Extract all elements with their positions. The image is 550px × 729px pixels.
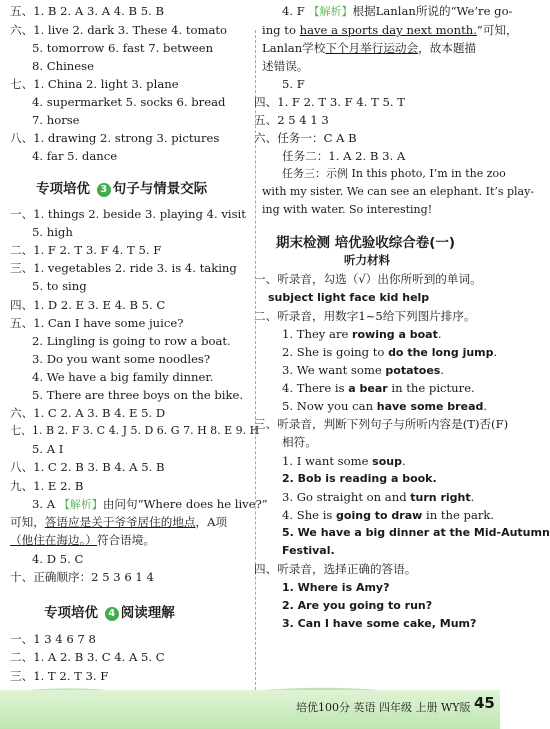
word-list: subject light face kid help xyxy=(268,291,430,304)
script-line: 4. She is going to draw in the park. xyxy=(282,508,495,522)
answer-line: 5. to sing xyxy=(32,279,87,293)
script-line: 1. They are rowing a boat. xyxy=(282,327,442,341)
answer-line: 五、2 5 4 1 3 xyxy=(254,113,329,127)
answer-line: 4. We have a big family dinner. xyxy=(32,370,214,384)
script-line: 2. She is going to do the long jump. xyxy=(282,345,498,359)
answer-line: 八、1. drawing 2. strong 3. pictures xyxy=(10,131,220,145)
explanation-line: 3. A 【解析】由问句“Where does he live?” xyxy=(32,497,268,511)
explanation-line: （他住在海边。）符合语境。 xyxy=(10,533,155,547)
answer-line: with my sister. We can see an elephant. It’s play- xyxy=(262,185,535,198)
script-line: 2. Bob is reading a book. xyxy=(282,472,437,485)
script-line: 1. I want some soup. xyxy=(282,454,406,468)
explanation-line: 述错误。 xyxy=(262,59,309,73)
answer-line: 4. supermarket 5. socks 6. bread xyxy=(32,95,226,109)
page-number: 45 xyxy=(474,694,495,712)
answer-line: 九、1. E 2. B xyxy=(10,479,84,493)
explanation-line: Lanlan学校下个月举行运动会，故本题描 xyxy=(262,41,477,55)
explanation-line: 可知，答语应是关于爷爷居住的地点，A项 xyxy=(10,515,228,529)
exam-title: 期末检测 培优验收综合卷(一) xyxy=(276,235,456,251)
section-number-badge: 4 xyxy=(105,607,119,621)
answer-line: 8. Chinese xyxy=(32,59,94,73)
explanation-line: 4. F 【解析】根据Lanlan所说的“We’re go- xyxy=(282,4,513,18)
script-line: 3. Can I have some cake, Mum? xyxy=(282,617,477,630)
answer-line: 3. Do you want some noodles? xyxy=(32,352,211,366)
answer-line: ing with water. So interesting! xyxy=(262,203,433,216)
answer-line: 五、1. Can I have some juice? xyxy=(10,316,184,330)
answer-line: 六、1. live 2. dark 3. These 4. tomato xyxy=(10,23,228,37)
script-line: Festival. xyxy=(282,544,335,557)
answer-line: 六、任务一：C A B xyxy=(254,131,357,145)
question-line: 三、听录音，判断下列句子与所听内容是(T)否(F) xyxy=(254,417,509,431)
answer-line: 二、1. F 2. T 3. F 4. T 5. F xyxy=(10,243,162,257)
answer-line: 十、正确顺序：2 5 3 6 1 4 xyxy=(10,570,154,584)
script-line: 4. There is a bear in the picture. xyxy=(282,381,475,395)
question-line: 二、听录音，用数字1~5给下列图片排序。 xyxy=(254,309,476,323)
section-title: 专项培优 3 句子与情景交际 xyxy=(36,181,208,197)
question-line: 相符。 xyxy=(282,435,317,449)
answer-line: 六、1. C 2. A 3. B 4. E 5. D xyxy=(10,406,166,420)
section-number-badge: 3 xyxy=(97,183,111,197)
answer-line: 二、1. A 2. B 3. C 4. A 5. C xyxy=(10,650,165,664)
script-line: 3. Go straight on and turn right. xyxy=(282,490,475,504)
answer-line: 八、1. C 2. B 3. B 4. A 5. B xyxy=(10,460,165,474)
script-line: 5. Now you can have some bread. xyxy=(282,399,488,413)
answer-line: 2. Lingling is going to row a boat. xyxy=(32,334,231,348)
question-line: 四、听录音，选择正确的答语。 xyxy=(254,562,417,576)
script-line: 2. Are you going to run? xyxy=(282,599,433,612)
answer-line: 一、1 3 4 6 7 8 xyxy=(10,632,96,646)
answer-line: 五、1. B 2. A 3. A 4. B 5. B xyxy=(10,4,164,18)
answer-line: 三、1. T 2. T 3. F xyxy=(10,669,109,683)
answer-line: 5. There are three boys on the bike. xyxy=(32,388,244,402)
answer-line: 四、1. F 2. T 3. F 4. T 5. T xyxy=(254,95,405,109)
script-line: 3. We want some potatoes. xyxy=(282,363,445,377)
answer-line: 5. tomorrow 6. fast 7. between xyxy=(32,41,214,55)
question-line: 一、听录音，勾选（√）出你所听到的单词。 xyxy=(254,272,482,286)
listening-title: 听力材料 xyxy=(344,253,390,267)
answer-line: 5. A I xyxy=(32,442,64,456)
answer-line: 任务二：1. A 2. B 3. A xyxy=(282,149,406,163)
explanation-line: ing to have a sports day next month.”可知， xyxy=(262,23,518,37)
answer-line: 一、1. things 2. beside 3. playing 4. visit xyxy=(10,207,246,221)
answer-line: 4. D 5. C xyxy=(32,552,84,566)
answer-line: 7. horse xyxy=(32,113,80,127)
answer-line: 任务三：示例 In this photo, I’m in the zoo xyxy=(282,167,506,180)
answer-line: 七、1. B 2. F 3. C 4. J 5. D 6. G 7. H 8. E 9. H xyxy=(10,424,260,437)
analysis-tag: 【解析】 xyxy=(58,498,103,511)
answer-line: 三、1. vegetables 2. ride 3. is 4. taking xyxy=(10,261,237,275)
analysis-tag: 【解析】 xyxy=(308,5,353,18)
answer-line: 四、1. D 2. E 3. E 4. B 5. C xyxy=(10,298,166,312)
section-title: 专项培优 4 阅读理解 xyxy=(44,605,175,621)
script-line: 1. Where is Amy? xyxy=(282,581,390,594)
answer-line: 5. F xyxy=(282,77,305,91)
answer-line: 5. high xyxy=(32,225,73,239)
answer-line: 4. far 5. dance xyxy=(32,149,118,163)
script-line: 5. We have a big dinner at the Mid-Autumn xyxy=(282,526,550,539)
footer-text: 培优100分 英语 四年级 上册 WY版 xyxy=(296,701,471,714)
answer-line: 七、1. China 2. light 3. plane xyxy=(10,77,179,91)
